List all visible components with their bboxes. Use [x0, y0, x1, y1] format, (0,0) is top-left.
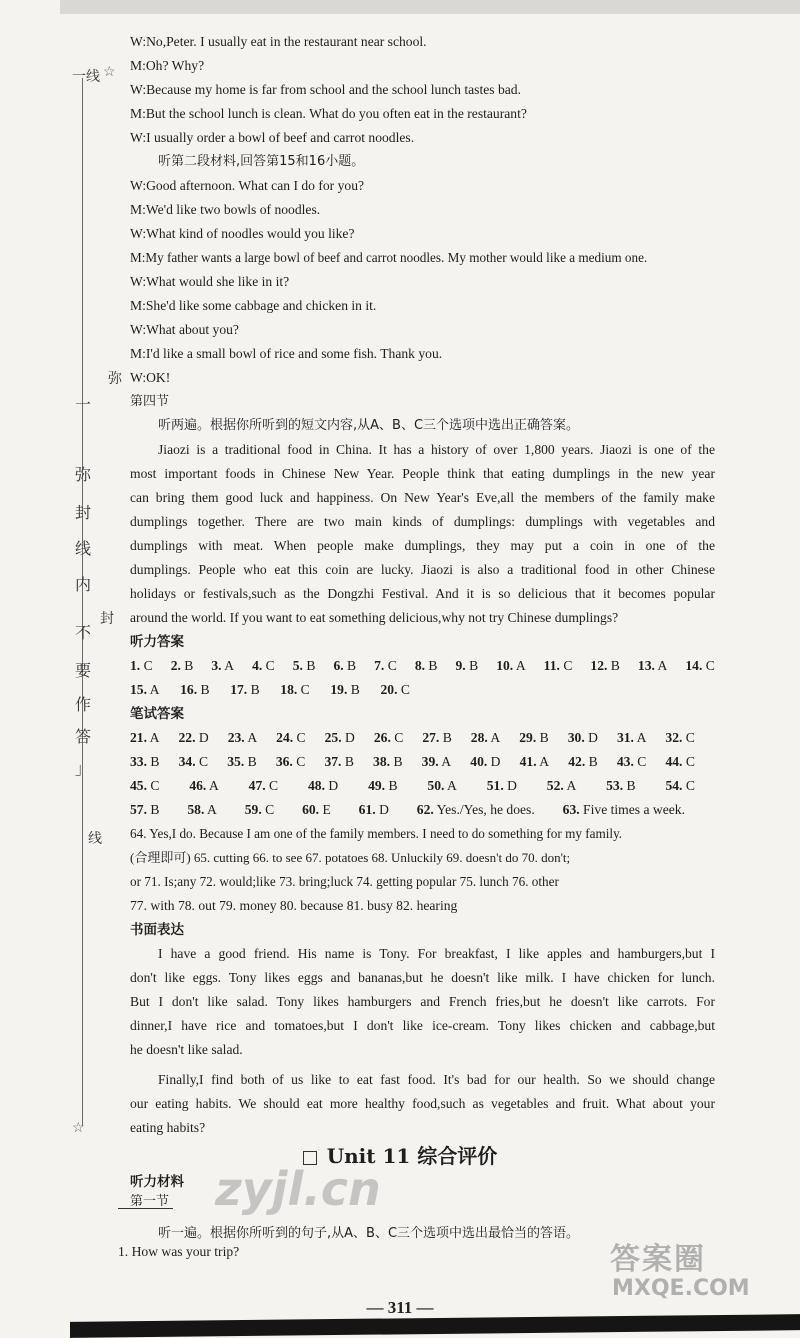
answer-number: 59. [244, 802, 262, 817]
essay-line: eating habits? [130, 1120, 206, 1135]
answer-choice: A [244, 730, 258, 745]
answer-item [422, 750, 451, 774]
listening-answers-title: 听力答案 [130, 634, 184, 650]
answer-number: 42. [568, 754, 586, 769]
answer-number: 19. [330, 682, 348, 697]
answer-choice: A [204, 802, 217, 817]
margin-vertical-char: 一 [74, 395, 91, 414]
answer-number: 14. [685, 658, 703, 673]
unit-title-zh: 综合评价 [417, 1144, 498, 1168]
answer-item [130, 774, 159, 798]
answer-item [470, 750, 500, 774]
answer-choice: B [147, 802, 160, 817]
answer-number: 50. [427, 778, 445, 793]
answer-row [130, 678, 410, 702]
answer-item [249, 774, 278, 798]
dialog-line: W:What about you? [130, 322, 239, 337]
answer-number: 22. [178, 730, 196, 745]
answer-number: 33. [130, 754, 147, 769]
answer-row [130, 654, 715, 678]
answer-choice: B [439, 730, 452, 745]
passage-line: Jiaozi is a traditional food in China. It has a history of over 1,800 years. Jiaozi is one of the [158, 442, 715, 457]
answer-choice: D [487, 754, 501, 769]
answer-choice: A [438, 754, 452, 769]
essay-line: don't like eggs. Tony likes eggs and bananas,but he doesn't like milk. I have chicken for lunch. [130, 970, 715, 985]
answer-number: 44. [665, 754, 683, 769]
answer-number: 51. [486, 778, 504, 793]
answer-item [227, 750, 256, 774]
listening-material-title: 听力材料 [130, 1174, 184, 1190]
answer-choice: C [633, 754, 647, 769]
answer-item [665, 750, 694, 774]
answer-choice: C [297, 682, 310, 697]
dialog-line: W:I usually order a bowl of beef and carrot noodles. [130, 130, 415, 145]
answer-number: 20. [380, 682, 398, 697]
essay-line: But I don't like salad. Tony likes hamburgers and French fries,but he doesn't like carrots. For [130, 994, 715, 1009]
page-number: — 311 — [366, 1298, 434, 1317]
unit-title-en: Unit 11 [326, 1144, 411, 1168]
answer-item [374, 726, 403, 750]
answer-choice: A [147, 730, 160, 745]
answer-item [568, 726, 598, 750]
answer-number: 60. [302, 802, 320, 817]
answer-number: 10. [496, 658, 514, 673]
scan-top-edge [60, 0, 800, 14]
answer-number: 3. [211, 658, 222, 673]
answer-choice: Yes./Yes, he does. [433, 802, 535, 817]
answer-item [189, 774, 218, 798]
written-answers-title: 笔试答案 [130, 706, 184, 722]
answer-number: 29. [519, 730, 537, 745]
question-1: 1. How was your trip? [118, 1244, 240, 1259]
answer-choice: B [390, 754, 403, 769]
answer-number: 23. [227, 730, 245, 745]
answer-number: 16. [180, 682, 198, 697]
answer-number: 63. [562, 802, 580, 817]
answer-choice: C [293, 730, 306, 745]
passage-line: dumplings. People who eat this coin are lucky. Jiaozi is also a traditional food in other Chinese [130, 562, 715, 577]
answer-number: 13. [637, 658, 655, 673]
answer-item [563, 798, 685, 822]
answer-number: 15. [130, 682, 147, 697]
answer-choice: A [654, 658, 668, 673]
margin-vertical-char: 封 [74, 503, 91, 522]
answer-row [130, 726, 695, 750]
answer-item [171, 654, 194, 678]
dialog-line: W:Because my home is far from school and the school lunch tastes bad. [130, 82, 521, 97]
answer-number: 45. [130, 778, 147, 793]
answer-choice: B [536, 730, 549, 745]
answer-item [496, 654, 525, 678]
answer-choice: A [513, 658, 526, 673]
answer-item [180, 678, 209, 702]
answer-line-71: or 71. Is;any 72. would;like 73. bring;luck 74. getting popular 75. lunch 76. other [130, 874, 559, 889]
answer-item [330, 678, 359, 702]
answer-choice: A [147, 682, 160, 697]
passage-line: dumplings with meat. When people make dumplings, they may put a coin in one of the [130, 538, 715, 553]
margin-label-mid: 弥 [108, 371, 122, 387]
answer-choice: C [147, 778, 160, 793]
answer-choice: B [341, 754, 354, 769]
answer-number: 32. [665, 730, 683, 745]
answer-item [130, 798, 159, 822]
answer-row [130, 750, 695, 774]
answer-number: 34. [178, 754, 196, 769]
answer-choice: C [390, 730, 404, 745]
answer-number: 17. [230, 682, 248, 697]
answer-number: 49. [368, 778, 386, 793]
margin-vertical-char: 」 [74, 759, 91, 778]
essay-line: I have a good friend. His name is Tony. For breakfast, I like apples and hamburgers,but I [158, 946, 715, 961]
answer-choice: A [633, 730, 647, 745]
answer-number: 39. [421, 754, 439, 769]
answer-choice: B [247, 682, 260, 697]
answer-choice: B [343, 658, 357, 673]
dialog-line: M:Oh? Why? [130, 58, 205, 73]
answer-choice: B [607, 658, 620, 673]
answer-item [606, 774, 635, 798]
unit-title [0, 1140, 800, 1169]
answer-item [487, 774, 517, 798]
margin-vertical-char: 不 [74, 623, 91, 642]
answer-number: 8. [414, 658, 426, 673]
answer-number: 40. [470, 754, 488, 769]
answer-choice: C [262, 658, 275, 673]
answer-item [547, 774, 576, 798]
section4-instruction: 听两遍。根据你所听到的短文内容,从A、B、C三个选项中选出正确答案。 [158, 418, 580, 433]
answer-row [130, 774, 695, 798]
margin-label-line: 线 [88, 831, 102, 847]
answer-item [568, 750, 597, 774]
dialog-line: W:Good afternoon. What can I do for you? [130, 178, 365, 193]
answer-number: 4. [252, 658, 263, 673]
answer-item [130, 726, 159, 750]
answer-item [252, 654, 275, 678]
essay-line: our eating habits. We should eat more healthy food,such as vegetables and fruit. What about your [130, 1096, 715, 1111]
answer-item [324, 750, 353, 774]
dialog-line: M:But the school lunch is clean. What do you often eat in the restaurant? [130, 106, 527, 121]
answer-item [130, 678, 159, 702]
answer-number: 58. [187, 802, 205, 817]
answer-item [617, 726, 646, 750]
passage-line: around the world. If you want to eat something delicious,why not try Chinese dumplings? [130, 610, 619, 625]
answer-choice: A [487, 730, 501, 745]
answer-number: 25. [324, 730, 342, 745]
answer-number: 48. [307, 778, 325, 793]
answer-item [308, 774, 338, 798]
essay-line: Finally,I find both of us like to eat fast food. It's bad for our health. So we should change [158, 1072, 715, 1087]
dialog-line: M:I'd like a small bowl of rice and some fish. Thank you. [130, 346, 443, 361]
dialog-line: W:OK! [130, 370, 171, 385]
answer-choice: C [682, 754, 695, 769]
answer-choice: A [206, 778, 219, 793]
answer-number: 41. [519, 754, 537, 769]
answer-number: 36. [275, 754, 293, 769]
answer-item [544, 654, 573, 678]
answer-number: 28. [470, 730, 488, 745]
answer-item [427, 774, 456, 798]
answer-number: 38. [373, 754, 391, 769]
answer-item [130, 654, 153, 678]
answer-choice: C [261, 802, 275, 817]
answer-number: 18. [280, 682, 298, 697]
passage-line: holidays or festivals,such as the Dongzhi Festival. And it is so delicious that it becomes popular [130, 586, 715, 601]
answer-choice: C [559, 658, 573, 673]
answer-number: 47. [248, 778, 266, 793]
answer-item [422, 726, 451, 750]
answer-number: 52. [546, 778, 564, 793]
answer-choice: A [536, 754, 550, 769]
answer-item [417, 798, 535, 822]
answer-number: 26. [373, 730, 391, 745]
margin-label-top: 一线 [72, 69, 100, 85]
answer-item [415, 654, 438, 678]
answer-choice: D [341, 730, 355, 745]
answer-number: 6. [333, 658, 344, 673]
answer-number: 61. [358, 802, 376, 817]
answer-number: 62. [416, 802, 434, 817]
margin-vertical-char: 线 [74, 539, 91, 558]
writing-title: 书面表达 [130, 922, 184, 938]
answer-number: 54. [665, 778, 683, 793]
margin-vertical-char: 答 [74, 727, 91, 746]
answer-number: 37. [324, 754, 342, 769]
dialog-line: M:We'd like two bowls of noodles. [130, 202, 321, 217]
answer-number: 1. [130, 658, 141, 673]
answer-choice: C [702, 658, 715, 673]
answer-choice: C [682, 730, 695, 745]
dialog-line: W:What would she like in it? [130, 274, 290, 289]
answer-choice: D [324, 778, 339, 793]
answer-choice: C [292, 754, 306, 769]
margin-vertical-char: 内 [74, 575, 91, 594]
answer-choice: A [563, 778, 577, 793]
passage-line: most important foods in Chinese New Year. People think that eating dumplings in the new year [130, 466, 715, 481]
answer-item [617, 750, 646, 774]
dialog-line: M:She'd like some cabbage and chicken in it. [130, 298, 377, 313]
dialog-line: W:What kind of noodles would you like? [130, 226, 355, 241]
answer-number: 7. [374, 658, 385, 673]
answer-item [179, 750, 208, 774]
dialog-line: M:My father wants a large bowl of beef and carrot noodles. My mother would like a medium one. [130, 250, 648, 265]
answer-choice: B [302, 658, 316, 673]
answer-item [280, 678, 309, 702]
answer-choice: B [147, 754, 160, 769]
answer-number: 5. [292, 658, 303, 673]
answer-number: 24. [276, 730, 294, 745]
answer-item [228, 726, 257, 750]
answer-number: 31. [616, 730, 634, 745]
essay-line: he doesn't like salad. [130, 1042, 243, 1057]
answer-item [368, 774, 397, 798]
answer-choice: A [221, 658, 235, 673]
answer-item [130, 750, 159, 774]
answer-number: 21. [130, 730, 147, 745]
answer-item [211, 654, 234, 678]
answer-item [293, 654, 316, 678]
answer-number: 43. [616, 754, 634, 769]
answer-choice: C [265, 778, 279, 793]
answer-item [380, 678, 409, 702]
answer-item [187, 798, 216, 822]
answer-choice: B [244, 754, 257, 769]
section4-title: 第四节 [130, 394, 170, 409]
answer-item [456, 654, 479, 678]
margin-vertical-char: 要 [74, 661, 91, 680]
answer-choice: C [682, 778, 695, 793]
answer-item [325, 726, 355, 750]
section1-instruction: 听一遍。根据你所听到的句子,从A、B、C三个选项中选出最恰当的答语。 [158, 1226, 580, 1241]
answer-choice: D [503, 778, 517, 793]
answer-choice: B [585, 754, 598, 769]
essay-line: dinner,I have rice and tomatoes,but I don't like ice-cream. Tony likes chicken and cabbage,but [130, 1018, 715, 1033]
answer-choice: D [375, 802, 389, 817]
divider [118, 1208, 173, 1209]
answer-item [685, 654, 714, 678]
answer-choice: B [347, 682, 360, 697]
answer-choice: A [444, 778, 457, 793]
answer-item [276, 726, 305, 750]
answer-number: 46. [189, 778, 207, 793]
site-watermark: zyjl.cn [215, 1162, 381, 1216]
answer-number: 9. [455, 658, 466, 673]
answer-choice: C [397, 682, 410, 697]
answer-choice: B [465, 658, 479, 673]
answer-number: 27. [422, 730, 440, 745]
answer-choice: B [385, 778, 398, 793]
answer-number: 11. [543, 658, 560, 673]
answer-item [638, 654, 667, 678]
star-icon: ☆ [72, 1121, 85, 1136]
answer-line-65: (合理即可) 65. cutting 66. to see 67. potatoes 68. Unluckily 69. doesn't do 70. don't; [130, 850, 571, 865]
margin-vertical-char: 作 [74, 695, 91, 714]
answer-choice: C [195, 754, 209, 769]
answer-number: 53. [606, 778, 624, 793]
margin-vertical-char: 弥 [74, 465, 91, 484]
answer-item [665, 726, 694, 750]
answer-item [373, 750, 402, 774]
answer-item [302, 798, 331, 822]
answer-choice: B [197, 682, 210, 697]
answer-choice: B [425, 658, 438, 673]
answer-choice: Five times a week. [579, 802, 685, 817]
answer-number: 12. [590, 658, 608, 673]
answer-item [374, 654, 397, 678]
answer-item [359, 798, 389, 822]
answer-line-64: 64. Yes,I do. Because I am one of the family members. I need to do something for my family. [130, 826, 623, 841]
passage-line: can bring them good luck and happiness. On New Year's Eve,all the members of the family make [130, 490, 715, 505]
answer-choice: C [140, 658, 153, 673]
star-icon: ☆ [103, 65, 116, 80]
answer-item [520, 750, 549, 774]
answer-choice: B [180, 658, 194, 673]
answer-line-77: 77. with 78. out 79. money 80. because 81. busy 82. hearing [130, 898, 458, 913]
answer-item [276, 750, 305, 774]
answer-number: 30. [567, 730, 585, 745]
answer-item [471, 726, 500, 750]
logo-url-watermark: MXQE.COM [612, 1276, 750, 1301]
answer-choice: D [195, 730, 209, 745]
answer-item [519, 726, 548, 750]
answer-item [333, 654, 356, 678]
answer-item [665, 774, 694, 798]
logo-watermark: 答案圈 [610, 1242, 706, 1277]
dialog-line: W:No,Peter. I usually eat in the restaurant near school. [130, 34, 427, 49]
answer-item [230, 678, 259, 702]
answer-choice: C [384, 658, 397, 673]
answer-number: 57. [130, 802, 147, 817]
answer-item [590, 654, 619, 678]
answer-row [130, 798, 685, 822]
answer-item [245, 798, 274, 822]
section1-title: 第一节 [130, 1194, 170, 1209]
answer-number: 2. [170, 658, 181, 673]
answer-number: 35. [227, 754, 245, 769]
answer-choice: D [584, 730, 598, 745]
margin-label-seal: 封 [100, 611, 114, 627]
answer-choice: B [623, 778, 636, 793]
answer-item [178, 726, 208, 750]
binding-margin-line [82, 78, 83, 1126]
passage-line: dumplings together. There are two main kinds of dumplings: dumplings with vegetables and [130, 514, 715, 529]
answer-choice: E [319, 802, 331, 817]
dialog2-header: 听第二段材料,回答第15和16小题。 [158, 154, 365, 169]
